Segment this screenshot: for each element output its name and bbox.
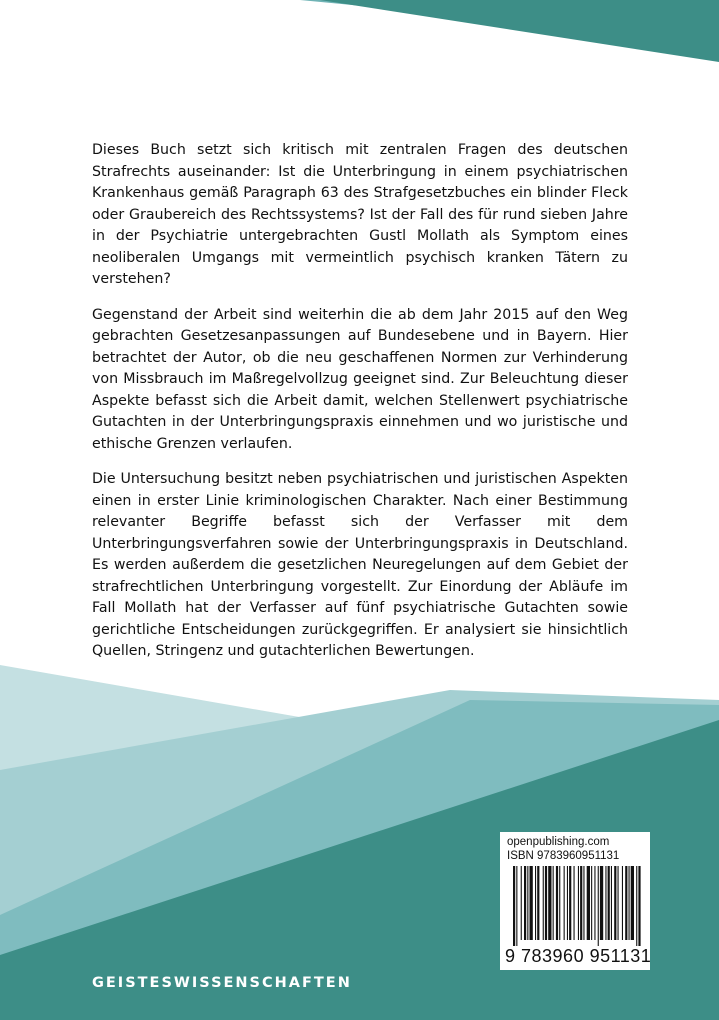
barcode-bar — [580, 866, 582, 940]
barcode-bar — [574, 866, 575, 940]
barcode-bar — [594, 866, 595, 940]
barcode-bar — [583, 866, 584, 940]
barcode-area — [500, 832, 650, 970]
barcode-bar — [625, 866, 627, 940]
barcode-bar — [578, 866, 579, 940]
barcode-bar — [638, 866, 640, 946]
barcode-bar — [543, 866, 544, 940]
barcode-bar — [548, 866, 551, 940]
barcode-bar — [516, 866, 517, 946]
barcode-bar — [556, 866, 558, 940]
series-label: GEISTESWISSENSCHAFTEN — [92, 975, 352, 991]
barcode-bar — [513, 866, 515, 946]
barcode-bar — [537, 866, 539, 940]
blurb-paragraph-1: Dieses Buch setzt sich kritisch mit zentralen Fragen des deutschen Strafrechts auseinander: Ist die Unterbringung in einem psychiatrischen Krankenhaus gemäß Paragraph 63 des Strafgesetzbuches ein blinder Fleck oder Graubereich des Rechtssystems? Ist der Fall des für rund sieben Jahre in der Psychiatrie untergebrachten Gustl Mollath als Symptom eines neoliberalen Umgangs mit vermeintlich psychisch kranken Tätern zu verstehen? — [92, 142, 628, 287]
barcode-bar — [608, 866, 610, 940]
barcode-bar — [524, 866, 526, 940]
barcode-bar — [559, 866, 560, 940]
barcode-bar — [535, 866, 536, 940]
barcode-bar — [636, 866, 637, 946]
barcode-bar — [587, 866, 590, 940]
barcode-bar — [591, 866, 592, 940]
barcode-bar — [530, 866, 533, 940]
barcode-bar — [611, 866, 612, 940]
blurb-paragraph-2: Gegenstand der Arbeit sind weiterhin die ab dem Jahr 2015 auf den Weg gebrachten Gesetzesanpassungen auf Bundesebene und in Bayern. Hier betrachtet der Autor, ob die neu geschaffenen Normen zur Verhinderung von Missbrauch im Maßregelvollzug geeignet sind. Zur Beleuchtung dieser Aspekte befasst sich die Arbeit damit, welchen Stellenwert psychiatrische Gutachten in der Unterbringungspraxis einnehmen und wo juristische und ethische Grenzen verlaufen. — [92, 306, 628, 452]
barcode-bar — [629, 866, 630, 940]
barcode-bar — [618, 866, 619, 940]
publisher-url: openpublishing.com — [507, 836, 610, 848]
barcode-bar — [567, 866, 568, 940]
barcode-bar — [564, 866, 565, 940]
barcode-bar — [527, 866, 528, 940]
barcode-bar — [622, 866, 623, 940]
barcode-bar — [614, 866, 616, 940]
blurb-paragraph-3: Die Untersuchung besitzt neben psychiatrischen und juristischen Aspekten einen in erster Linie kriminologischen Charakter. Nach einer Bestimmung relevanter Begriffe befasst sich der Verfasser mit dem Unterbringungsverfahren sowie der Unterbringungspraxis in Deutschland. Es werden außerdem die gesetzlichen Neuregelungen auf dem Gebiet der strafrechtlichen Unterbringung vorgestellt. Zur Einordung der Abläufe im Fall Mollath hat der Verfasser auf fünf psychiatrische Gutachten sowie gerichtliche Entscheidungen zurückgegriffen. Er analysiert sie hinsichtlich Quellen, Stringenz und gutachterlichen Bewertungen. — [92, 471, 628, 659]
barcode-bar — [521, 866, 522, 940]
blurb — [92, 140, 628, 677]
barcode-digits: 9 783960 951131 — [505, 946, 652, 966]
barcode-icon — [505, 866, 645, 946]
barcode-bar — [631, 866, 634, 940]
barcode-bar — [569, 866, 571, 940]
isbn-label: ISBN 9783960951131 — [507, 850, 620, 862]
barcode-bar — [553, 866, 554, 940]
barcode-bar — [600, 866, 603, 940]
barcode-bar — [598, 866, 599, 946]
barcode-bar — [545, 866, 547, 940]
barcode-bar — [605, 866, 606, 940]
